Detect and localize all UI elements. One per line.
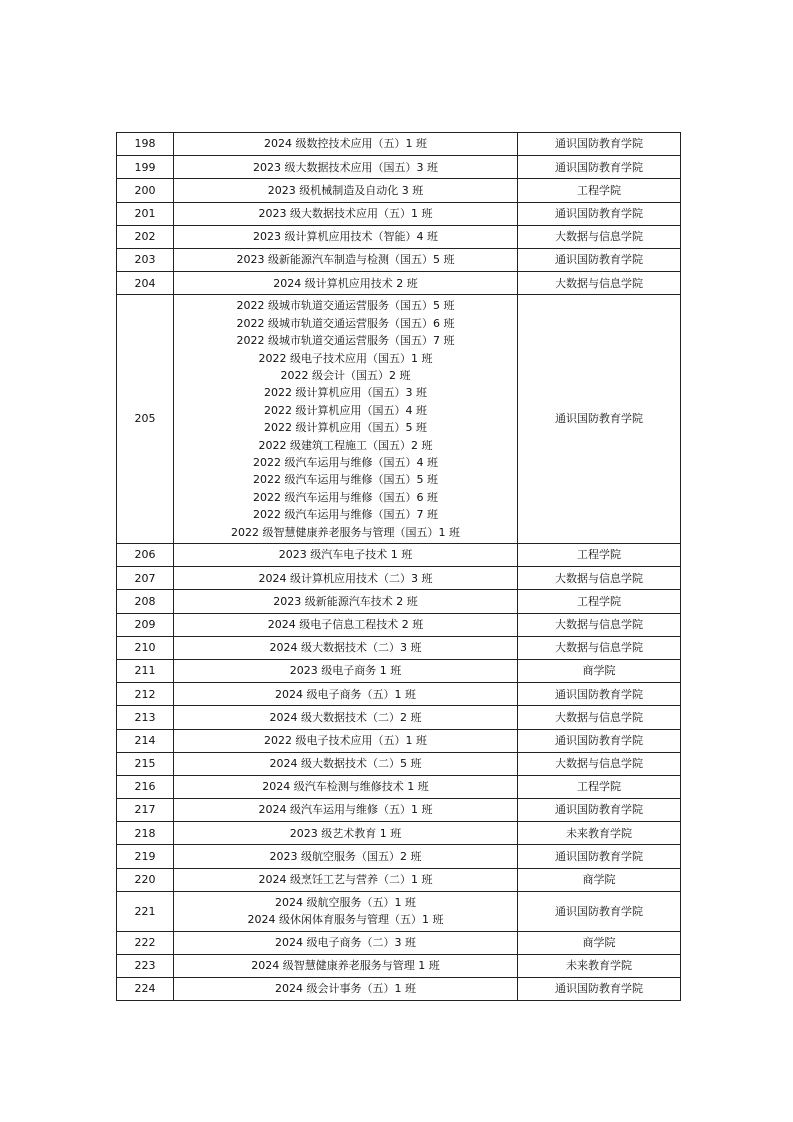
class-names-cell	[174, 202, 518, 225]
class-names-cell	[174, 868, 518, 891]
class-names-cell	[174, 845, 518, 868]
class-name: 2022 级城市轨道交通运营服务（国五）6 班	[236, 316, 455, 330]
class-name: 2022 级电子技术应用（国五）1 班	[258, 351, 433, 365]
college-name: 大数据与信息学院	[518, 613, 681, 636]
class-name: 2024 级汽车运用与维修（五）1 班	[258, 803, 433, 817]
class-name: 2022 级城市轨道交通运营服务（国五）7 班	[236, 334, 455, 348]
row-number: 211	[117, 659, 174, 682]
college-name: 工程学院	[518, 590, 681, 613]
row-number: 213	[117, 706, 174, 729]
table-row	[117, 659, 681, 682]
class-name: 2024 级计算机应用技术（二）3 班	[258, 571, 433, 585]
college-name: 大数据与信息学院	[518, 706, 681, 729]
class-name: 2022 级会计（国五）2 班	[280, 368, 411, 382]
table-row	[117, 156, 681, 179]
row-number: 214	[117, 729, 174, 752]
class-name: 2023 级新能源汽车制造与检测（国五）5 班	[236, 253, 455, 267]
class-names-cell	[174, 156, 518, 179]
table-row	[117, 845, 681, 868]
class-names-cell	[174, 752, 518, 775]
college-name: 大数据与信息学院	[518, 225, 681, 248]
college-name: 工程学院	[518, 179, 681, 202]
class-name: 2023 级机械制造及自动化 3 班	[267, 183, 424, 197]
class-names-cell	[174, 272, 518, 295]
college-name: 大数据与信息学院	[518, 636, 681, 659]
college-name: 大数据与信息学院	[518, 752, 681, 775]
class-name: 2023 级大数据技术应用（国五）3 班	[253, 160, 438, 174]
class-name: 2023 级艺术教育 1 班	[289, 826, 402, 840]
class-names-cell	[174, 133, 518, 156]
class-names-cell	[174, 225, 518, 248]
college-name: 工程学院	[518, 544, 681, 567]
class-names-cell	[174, 248, 518, 271]
class-names-cell	[174, 295, 518, 544]
table-row	[117, 636, 681, 659]
row-number: 224	[117, 978, 174, 1001]
row-number: 206	[117, 544, 174, 567]
class-names-cell	[174, 729, 518, 752]
class-name: 2024 级电子商务（五）1 班	[275, 687, 416, 701]
table-body	[117, 133, 681, 1001]
class-names-cell	[174, 659, 518, 682]
row-number: 200	[117, 179, 174, 202]
class-names-cell	[174, 613, 518, 636]
row-number: 209	[117, 613, 174, 636]
college-name: 通识国防教育学院	[518, 891, 681, 931]
table-row	[117, 954, 681, 977]
row-number: 198	[117, 133, 174, 156]
row-number: 216	[117, 775, 174, 798]
table-row	[117, 752, 681, 775]
row-number: 207	[117, 567, 174, 590]
table-row	[117, 891, 681, 931]
row-number: 219	[117, 845, 174, 868]
college-name: 商学院	[518, 659, 681, 682]
college-name: 通识国防教育学院	[518, 295, 681, 544]
class-names-cell	[174, 179, 518, 202]
class-name: 2024 级会计事务（五）1 班	[275, 982, 416, 996]
class-name: 2024 级电子信息工程技术 2 班	[267, 617, 424, 631]
class-name: 2024 级电子商务（二）3 班	[275, 936, 416, 950]
class-name: 2024 级智慧健康养老服务与管理 1 班	[251, 959, 440, 973]
college-name: 通识国防教育学院	[518, 202, 681, 225]
college-name: 通识国防教育学院	[518, 845, 681, 868]
table-row	[117, 567, 681, 590]
row-number: 202	[117, 225, 174, 248]
college-name: 通识国防教育学院	[518, 729, 681, 752]
row-number: 221	[117, 891, 174, 931]
table-row	[117, 799, 681, 822]
college-name: 商学院	[518, 868, 681, 891]
college-name: 大数据与信息学院	[518, 567, 681, 590]
class-name: 2024 级计算机应用技术 2 班	[273, 276, 418, 290]
class-names-cell	[174, 931, 518, 954]
class-name: 2024 级烹饪工艺与营养（二）1 班	[258, 873, 433, 887]
class-name: 2022 级汽车运用与维修（国五）4 班	[253, 455, 438, 469]
college-name: 通识国防教育学院	[518, 683, 681, 706]
row-number: 212	[117, 683, 174, 706]
class-name: 2023 级大数据技术应用（五）1 班	[258, 206, 433, 220]
class-name: 2023 级计算机应用技术（智能）4 班	[253, 230, 438, 244]
college-name: 商学院	[518, 931, 681, 954]
row-number: 223	[117, 954, 174, 977]
class-name: 2024 级大数据技术（二）2 班	[269, 710, 422, 724]
class-name: 2023 级航空服务（国五）2 班	[269, 849, 422, 863]
class-name: 2023 级汽车电子技术 1 班	[278, 548, 413, 562]
class-name: 2022 级建筑工程施工（国五）2 班	[258, 438, 433, 452]
table-row	[117, 272, 681, 295]
table-row	[117, 248, 681, 271]
row-number: 210	[117, 636, 174, 659]
row-number: 220	[117, 868, 174, 891]
class-names-cell	[174, 775, 518, 798]
row-number: 204	[117, 272, 174, 295]
class-name: 2022 级汽车运用与维修（国五）5 班	[253, 473, 438, 487]
class-names-cell	[174, 590, 518, 613]
college-name: 未来教育学院	[518, 822, 681, 845]
college-name: 通识国防教育学院	[518, 248, 681, 271]
table-row	[117, 683, 681, 706]
college-name: 通识国防教育学院	[518, 156, 681, 179]
college-name: 通识国防教育学院	[518, 133, 681, 156]
table-row	[117, 133, 681, 156]
row-number: 222	[117, 931, 174, 954]
row-number: 217	[117, 799, 174, 822]
table-row	[117, 706, 681, 729]
college-name: 通识国防教育学院	[518, 799, 681, 822]
college-name: 未来教育学院	[518, 954, 681, 977]
class-list-table	[116, 132, 681, 1001]
class-name: 2024 级航空服务（五）1 班	[275, 895, 416, 909]
table-row	[117, 868, 681, 891]
row-number: 215	[117, 752, 174, 775]
table-row	[117, 225, 681, 248]
row-number: 208	[117, 590, 174, 613]
class-name: 2022 级汽车运用与维修（国五）7 班	[253, 508, 438, 522]
class-names-cell	[174, 636, 518, 659]
class-name: 2022 级电子技术应用（五）1 班	[264, 733, 427, 747]
table-row	[117, 775, 681, 798]
class-name: 2022 级智慧健康养老服务与管理（国五）1 班	[231, 525, 460, 539]
row-number: 199	[117, 156, 174, 179]
row-number: 203	[117, 248, 174, 271]
class-name: 2022 级计算机应用（国五）4 班	[264, 403, 427, 417]
class-name: 2022 级计算机应用（国五）5 班	[264, 421, 427, 435]
class-name: 2024 级数控技术应用（五）1 班	[264, 137, 427, 151]
class-name: 2024 级休闲体育服务与管理（五）1 班	[247, 913, 444, 927]
class-name: 2024 级大数据技术（二）3 班	[269, 641, 422, 655]
row-number: 218	[117, 822, 174, 845]
table-row	[117, 179, 681, 202]
class-names-cell	[174, 544, 518, 567]
college-name: 工程学院	[518, 775, 681, 798]
class-names-cell	[174, 799, 518, 822]
college-name: 通识国防教育学院	[518, 978, 681, 1001]
row-number: 205	[117, 295, 174, 544]
class-names-cell	[174, 954, 518, 977]
class-name: 2024 级汽车检测与维修技术 1 班	[262, 780, 429, 794]
class-names-cell	[174, 978, 518, 1001]
table-row	[117, 613, 681, 636]
table-row	[117, 822, 681, 845]
table-row	[117, 544, 681, 567]
class-name: 2022 级城市轨道交通运营服务（国五）5 班	[236, 299, 455, 313]
class-name: 2023 级新能源汽车技术 2 班	[273, 594, 418, 608]
class-names-cell	[174, 891, 518, 931]
row-number: 201	[117, 202, 174, 225]
class-names-cell	[174, 706, 518, 729]
class-names-cell	[174, 567, 518, 590]
class-name: 2023 级电子商务 1 班	[289, 664, 402, 678]
table-row	[117, 931, 681, 954]
class-names-cell	[174, 822, 518, 845]
class-name: 2022 级计算机应用（国五）3 班	[264, 386, 427, 400]
class-name: 2022 级汽车运用与维修（国五）6 班	[253, 490, 438, 504]
table-row	[117, 590, 681, 613]
table-row	[117, 978, 681, 1001]
class-name: 2024 级大数据技术（二）5 班	[269, 757, 422, 771]
class-names-cell	[174, 683, 518, 706]
table-row	[117, 295, 681, 544]
table-row	[117, 202, 681, 225]
table-row	[117, 729, 681, 752]
college-name: 大数据与信息学院	[518, 272, 681, 295]
